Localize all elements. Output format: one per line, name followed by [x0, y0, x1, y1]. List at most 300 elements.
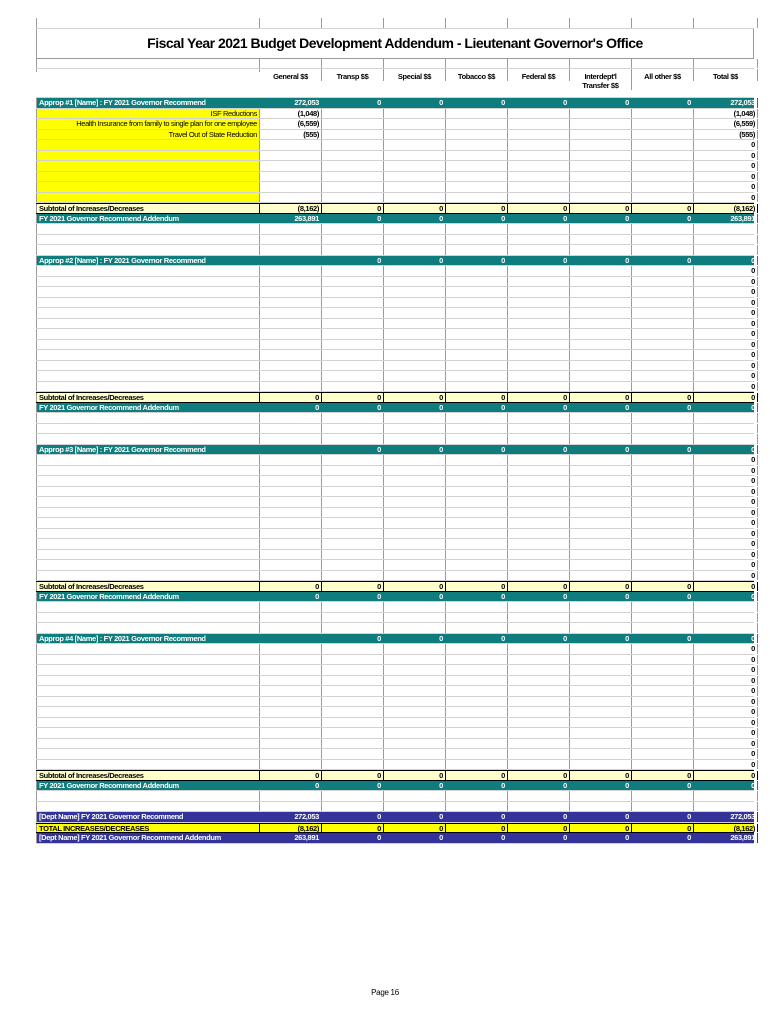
empty-cell [632, 413, 694, 423]
value-cell [322, 361, 384, 371]
value-cell [322, 119, 384, 129]
value-cell: 0 [570, 781, 632, 791]
empty-cell [508, 791, 570, 801]
line-item-label [36, 140, 260, 150]
value-cell: 0 [322, 771, 384, 780]
sheet-title: Fiscal Year 2021 Budget Development Addendum - Lieutenant Governor's Office [36, 29, 754, 59]
value-cell [632, 308, 694, 318]
approp-header-row [36, 98, 754, 109]
value-cell [384, 130, 446, 140]
line-item-row [36, 707, 754, 718]
total-value: 0 [694, 151, 758, 161]
line-item-row [36, 382, 754, 393]
empty-cell [384, 424, 446, 434]
empty-cell [36, 424, 260, 434]
total-value: 0 [694, 508, 758, 518]
row-label: FY 2021 Governor Recommend Addendum [36, 781, 260, 791]
empty-cell [36, 613, 260, 623]
value-cell [446, 760, 508, 770]
value-cell: 0 [384, 98, 446, 108]
general-value [260, 655, 322, 665]
general-value [260, 518, 322, 528]
value-cell [322, 665, 384, 675]
value-cell [384, 277, 446, 287]
value-cell [632, 119, 694, 129]
total-value: 0 [694, 739, 758, 749]
value-cell [508, 277, 570, 287]
value-cell [570, 665, 632, 675]
blank-row [36, 413, 754, 424]
general-value [260, 749, 322, 759]
empty-cell [446, 434, 508, 444]
value-cell [632, 487, 694, 497]
value-cell [446, 298, 508, 308]
value-cell: 0 [632, 634, 694, 644]
value-cell [632, 539, 694, 549]
value-cell [632, 739, 694, 749]
value-cell [384, 371, 446, 381]
general-value [260, 361, 322, 371]
general-value [260, 686, 322, 696]
budget-sheet [36, 18, 754, 844]
page-number: Page 16 [371, 988, 399, 997]
value-cell [384, 718, 446, 728]
total-value: 0 [694, 728, 758, 738]
value-cell: 0 [694, 771, 758, 780]
general-value [260, 161, 322, 171]
line-item-row [36, 655, 754, 666]
value-cell [322, 539, 384, 549]
value-cell: 0 [694, 634, 758, 644]
value-cell [322, 266, 384, 276]
approps-container [36, 98, 754, 791]
total-value: 0 [694, 644, 758, 654]
total-value: 0 [694, 350, 758, 360]
value-cell [570, 718, 632, 728]
value-cell [508, 361, 570, 371]
value-cell [322, 707, 384, 717]
empty-cell [632, 224, 694, 234]
line-item-label [36, 487, 260, 497]
value-cell: 0 [384, 204, 446, 213]
value-cell [570, 287, 632, 297]
empty-cell [570, 413, 632, 423]
line-item-label [36, 571, 260, 581]
value-cell [508, 455, 570, 465]
line-item-row [36, 140, 754, 151]
value-cell [632, 371, 694, 381]
general-value [260, 172, 322, 182]
value-cell [322, 560, 384, 570]
value-cell [446, 739, 508, 749]
total-value: 0 [694, 718, 758, 728]
value-cell: 0 [384, 771, 446, 780]
value-cell [446, 140, 508, 150]
value-cell [508, 539, 570, 549]
value-cell [508, 508, 570, 518]
value-cell [446, 130, 508, 140]
value-cell [632, 182, 694, 192]
empty-cell [446, 245, 508, 255]
value-cell [446, 655, 508, 665]
line-item-row [36, 329, 754, 340]
line-item-label [36, 319, 260, 329]
empty-cell [632, 602, 694, 612]
value-cell: 0 [446, 98, 508, 108]
value-cell [508, 109, 570, 119]
value-cell [570, 749, 632, 759]
blank-row [36, 235, 754, 246]
blank-row [36, 224, 754, 235]
value-cell [446, 109, 508, 119]
line-item-row [36, 686, 754, 697]
value-cell [570, 676, 632, 686]
value-cell [570, 119, 632, 129]
value-cell: 0 [632, 833, 694, 843]
value-cell [446, 319, 508, 329]
value-cell [322, 277, 384, 287]
line-item-label [36, 361, 260, 371]
value-cell [508, 749, 570, 759]
value-cell [446, 487, 508, 497]
empty-cell [260, 434, 322, 444]
empty-cell [322, 802, 384, 812]
empty-cell [570, 434, 632, 444]
value-cell [322, 455, 384, 465]
value-cell: 0 [384, 824, 446, 833]
total-value: 0 [694, 182, 758, 192]
total-value: 0 [694, 172, 758, 182]
value-cell [322, 550, 384, 560]
empty-cell [322, 235, 384, 245]
value-cell [570, 130, 632, 140]
general-value [260, 466, 322, 476]
empty-cell [322, 413, 384, 423]
value-cell [570, 266, 632, 276]
value-cell [570, 298, 632, 308]
value-cell: 0 [446, 824, 508, 833]
value-cell: 0 [632, 771, 694, 780]
value-cell: 0 [694, 445, 758, 455]
line-item-label [36, 749, 260, 759]
value-cell: 0 [322, 781, 384, 791]
line-item-row [36, 487, 754, 498]
value-cell [508, 161, 570, 171]
general-value [260, 277, 322, 287]
value-cell [508, 718, 570, 728]
column-header: Transp $$ [322, 69, 384, 81]
value-cell [570, 686, 632, 696]
line-item-label [36, 644, 260, 654]
total-value: 0 [694, 697, 758, 707]
value-cell: 0 [446, 256, 508, 266]
empty-cell [384, 434, 446, 444]
total-value: 0 [694, 707, 758, 717]
empty-cell [508, 224, 570, 234]
value-cell [322, 308, 384, 318]
line-item-row [36, 266, 754, 277]
value-cell [508, 182, 570, 192]
value-cell [384, 109, 446, 119]
general-value [260, 140, 322, 150]
line-item-label [36, 350, 260, 360]
value-cell: 0 [632, 781, 694, 791]
value-cell [384, 560, 446, 570]
line-item-label [36, 298, 260, 308]
value-cell [508, 119, 570, 129]
value-cell [446, 466, 508, 476]
value-cell: 0 [384, 634, 446, 644]
value-cell: 0 [322, 582, 384, 591]
general-value [260, 287, 322, 297]
total-value: 0 [694, 140, 758, 150]
empty-cell [36, 791, 260, 801]
value-cell [632, 560, 694, 570]
empty-cell [508, 613, 570, 623]
value-cell [632, 455, 694, 465]
value-cell [446, 529, 508, 539]
value-cell [384, 571, 446, 581]
value-cell: 0 [570, 403, 632, 413]
total-value: 0 [694, 571, 758, 581]
column-header: Federal $$ [508, 69, 570, 81]
empty-cell [508, 413, 570, 423]
total-value: 0 [694, 655, 758, 665]
value-cell [446, 455, 508, 465]
line-item-row [36, 182, 754, 193]
line-item-label [36, 340, 260, 350]
dept-recommend-row [36, 812, 754, 823]
value-cell [322, 109, 384, 119]
value-cell [384, 151, 446, 161]
general-value [260, 382, 322, 392]
total-increases-row [36, 823, 754, 834]
value-cell [508, 686, 570, 696]
value-cell: 0 [508, 403, 570, 413]
value-cell [508, 340, 570, 350]
general-value [260, 728, 322, 738]
general-value [260, 350, 322, 360]
value-cell [384, 308, 446, 318]
value-cell: 272,053 [260, 812, 322, 822]
line-item-row [36, 529, 754, 540]
value-cell: 0 [694, 592, 758, 602]
total-value: 0 [694, 550, 758, 560]
line-item-row [36, 739, 754, 750]
value-cell [570, 655, 632, 665]
value-cell: 0 [384, 393, 446, 402]
total-value: (555) [694, 130, 758, 140]
value-cell: 0 [632, 214, 694, 224]
value-cell [446, 686, 508, 696]
line-item-label [36, 308, 260, 318]
value-cell [570, 193, 632, 203]
empty-cell [36, 623, 260, 633]
value-cell [322, 476, 384, 486]
value-cell [446, 371, 508, 381]
value-cell [322, 697, 384, 707]
value-cell [260, 634, 322, 644]
value-cell [446, 550, 508, 560]
value-cell: 0 [570, 98, 632, 108]
value-cell: 0 [384, 256, 446, 266]
value-cell [384, 182, 446, 192]
value-cell [508, 319, 570, 329]
value-cell [446, 151, 508, 161]
value-cell: 0 [508, 592, 570, 602]
value-cell: 0 [508, 824, 570, 833]
total-value: 0 [694, 760, 758, 770]
empty-cell [36, 235, 260, 245]
value-cell: 0 [570, 592, 632, 602]
value-cell [322, 760, 384, 770]
value-cell: 0 [570, 204, 632, 213]
value-cell [632, 697, 694, 707]
value-cell [508, 298, 570, 308]
total-value: 0 [694, 518, 758, 528]
value-cell [570, 476, 632, 486]
general-value [260, 319, 322, 329]
value-cell: 0 [508, 634, 570, 644]
empty-cell [508, 245, 570, 255]
value-cell: 0 [322, 592, 384, 602]
row-label: Subtotal of Increases/Decreases [36, 771, 260, 780]
column-header: Special $$ [384, 69, 446, 81]
value-cell [508, 739, 570, 749]
value-cell [446, 172, 508, 182]
line-item-label [36, 655, 260, 665]
value-cell [508, 518, 570, 528]
spacer-row [36, 59, 754, 70]
value-cell [508, 665, 570, 675]
empty-cell [508, 602, 570, 612]
general-value [260, 182, 322, 192]
value-cell: 0 [632, 256, 694, 266]
line-item-label [36, 371, 260, 381]
value-cell [322, 644, 384, 654]
value-cell [384, 298, 446, 308]
value-cell [384, 508, 446, 518]
empty-cell [694, 424, 758, 434]
total-value: 0 [694, 539, 758, 549]
value-cell [446, 266, 508, 276]
empty-cell [632, 434, 694, 444]
value-cell [570, 455, 632, 465]
value-cell: 0 [570, 256, 632, 266]
blank-row [36, 424, 754, 435]
line-item-label [36, 560, 260, 570]
line-item-row [36, 455, 754, 466]
addendum-row [36, 214, 754, 225]
line-item-row [36, 109, 754, 120]
value-cell: 0 [570, 393, 632, 402]
row-label: FY 2021 Governor Recommend Addendum [36, 403, 260, 413]
general-value [260, 487, 322, 497]
value-cell: 272,053 [260, 98, 322, 108]
value-cell [508, 476, 570, 486]
general-value [260, 665, 322, 675]
total-value: 0 [694, 466, 758, 476]
value-cell [446, 497, 508, 507]
value-cell [384, 665, 446, 675]
empty-cell [446, 802, 508, 812]
value-cell: 0 [260, 393, 322, 402]
empty-cell [694, 802, 758, 812]
value-cell [446, 707, 508, 717]
value-cell: 0 [446, 771, 508, 780]
empty-cell [446, 602, 508, 612]
total-value: 0 [694, 686, 758, 696]
value-cell: 0 [632, 403, 694, 413]
value-cell [632, 287, 694, 297]
line-item-label [36, 686, 260, 696]
value-cell: 0 [446, 445, 508, 455]
total-value: 0 [694, 497, 758, 507]
value-cell: 272,053 [694, 812, 758, 822]
line-item-row [36, 361, 754, 372]
value-cell [632, 130, 694, 140]
value-cell: 0 [570, 833, 632, 843]
value-cell: 0 [446, 592, 508, 602]
addendum-row [36, 781, 754, 792]
blank-row [36, 245, 754, 256]
value-cell [632, 728, 694, 738]
value-cell [322, 319, 384, 329]
value-cell [632, 686, 694, 696]
value-cell: 263,891 [260, 214, 322, 224]
empty-cell [384, 235, 446, 245]
value-cell [570, 109, 632, 119]
total-value: 0 [694, 529, 758, 539]
value-cell [508, 140, 570, 150]
value-cell [446, 193, 508, 203]
value-cell: 0 [322, 833, 384, 843]
line-item-row [36, 161, 754, 172]
empty-cell [322, 791, 384, 801]
total-value: 0 [694, 161, 758, 171]
value-cell [508, 350, 570, 360]
value-cell: 0 [446, 582, 508, 591]
empty-cell [508, 802, 570, 812]
value-cell [570, 497, 632, 507]
value-cell [446, 718, 508, 728]
general-value [260, 151, 322, 161]
line-item-row [36, 718, 754, 729]
value-cell: 0 [384, 445, 446, 455]
value-cell [384, 728, 446, 738]
empty-cell [384, 623, 446, 633]
value-cell: 0 [260, 592, 322, 602]
value-cell [322, 728, 384, 738]
value-cell: 0 [446, 781, 508, 791]
value-cell [384, 655, 446, 665]
value-cell [632, 550, 694, 560]
line-item-label [36, 760, 260, 770]
value-cell [508, 466, 570, 476]
empty-cell [508, 623, 570, 633]
line-item-label [36, 539, 260, 549]
value-cell [632, 718, 694, 728]
empty-cell [36, 602, 260, 612]
total-value: 0 [694, 676, 758, 686]
value-cell: 263,891 [694, 214, 758, 224]
line-item-row [36, 697, 754, 708]
column-header: Tobacco $$ [446, 69, 508, 81]
value-cell [632, 760, 694, 770]
total-value: 0 [694, 382, 758, 392]
row-label: Approp #3 [Name] : FY 2021 Governor Recommend [36, 445, 260, 455]
value-cell: 0 [384, 781, 446, 791]
